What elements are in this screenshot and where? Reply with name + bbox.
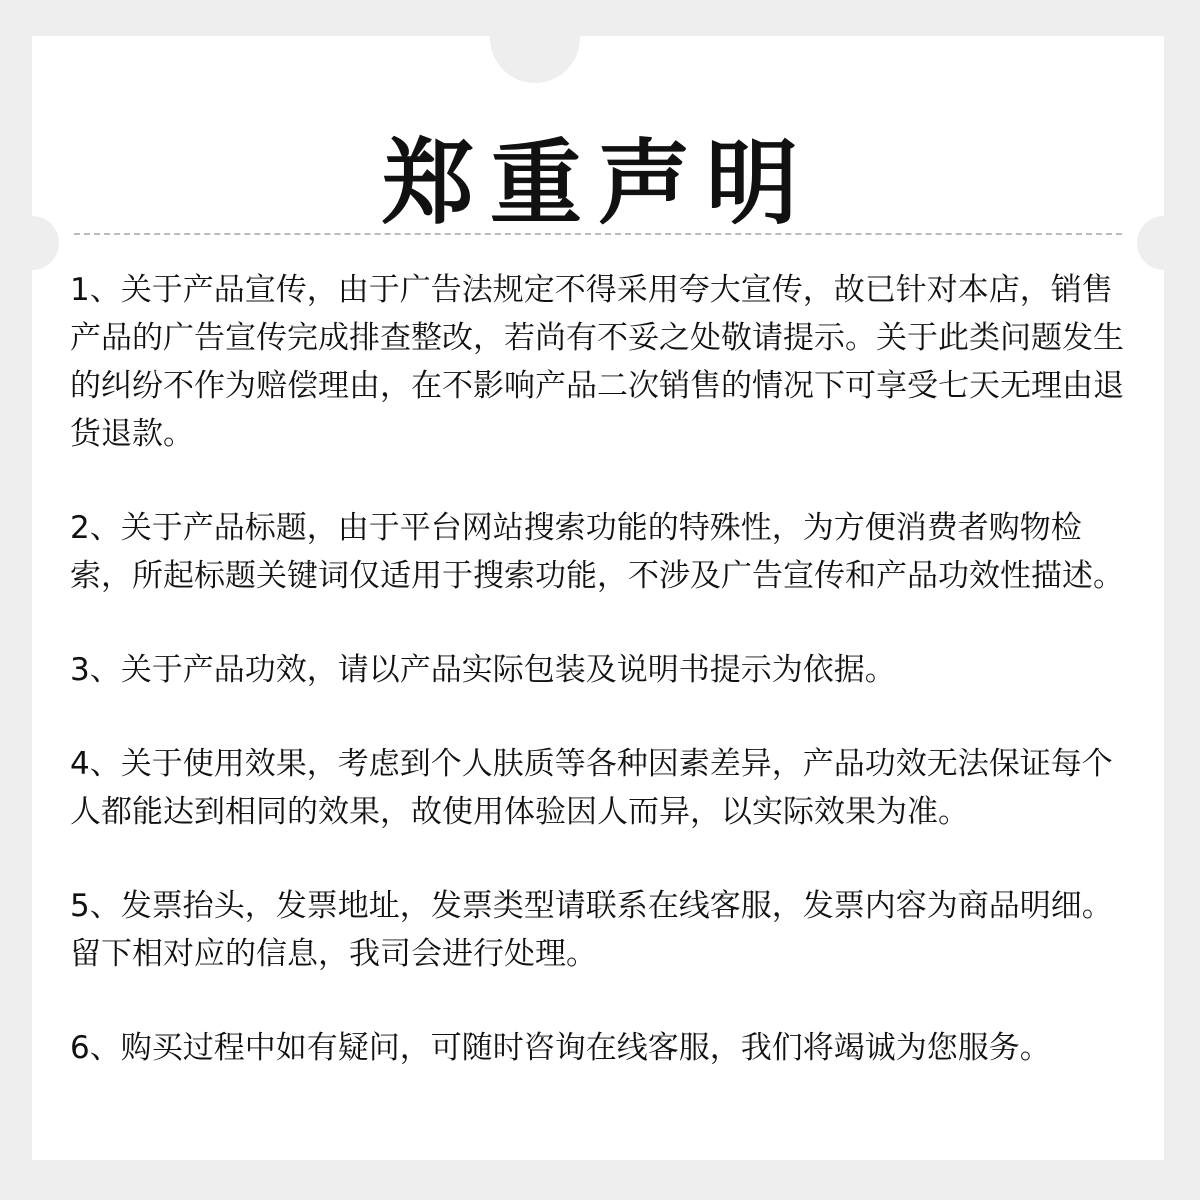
statement-item-6: 6、购买过程中如有疑问，可随时咨询在线客服，我们将竭诚为您服务。: [70, 1030, 1051, 1066]
statement-item-5: 5、发票抬头，发票地址，发票类型请联系在线客服，发票内容为商品明细。留下相对应的信息，我司会进行处理。: [70, 888, 1113, 972]
statement-item-3: 3、关于产品功效，请以产品实际包装及说明书提示为依据。: [70, 652, 896, 688]
statement-card: [32, 36, 1164, 1160]
statement-item-2: 2、关于产品标题，由于平台网站搜索功能的特殊性，为方便消费者购物检索，所起标题关键词仅适用于搜索功能，不涉及广告宣传和产品功效性描述。: [70, 510, 1124, 594]
statement-item-4: 4、关于使用效果，考虑到个人肤质等各种因素差异，产品功效无法保证每个人都能达到相同的效果，故使用体验因人而异，以实际效果为准。: [70, 746, 1113, 830]
statement-list: [70, 266, 1130, 1118]
page-title: 郑重声明: [381, 130, 814, 237]
dashed-divider: [74, 233, 1122, 235]
statement-item-1: 1、关于产品宣传，由于广告法规定不得采用夸大宣传，故已针对本店，销售产品的广告宣传完成排查整改，若尚有不妥之处敬请提示。关于此类问题发生的纠纷不作为赔偿理由，在不影响产品二次销售的情况下可享受七天无理由退货退款。: [70, 272, 1124, 452]
ticket-notch-top: [490, 0, 580, 83]
